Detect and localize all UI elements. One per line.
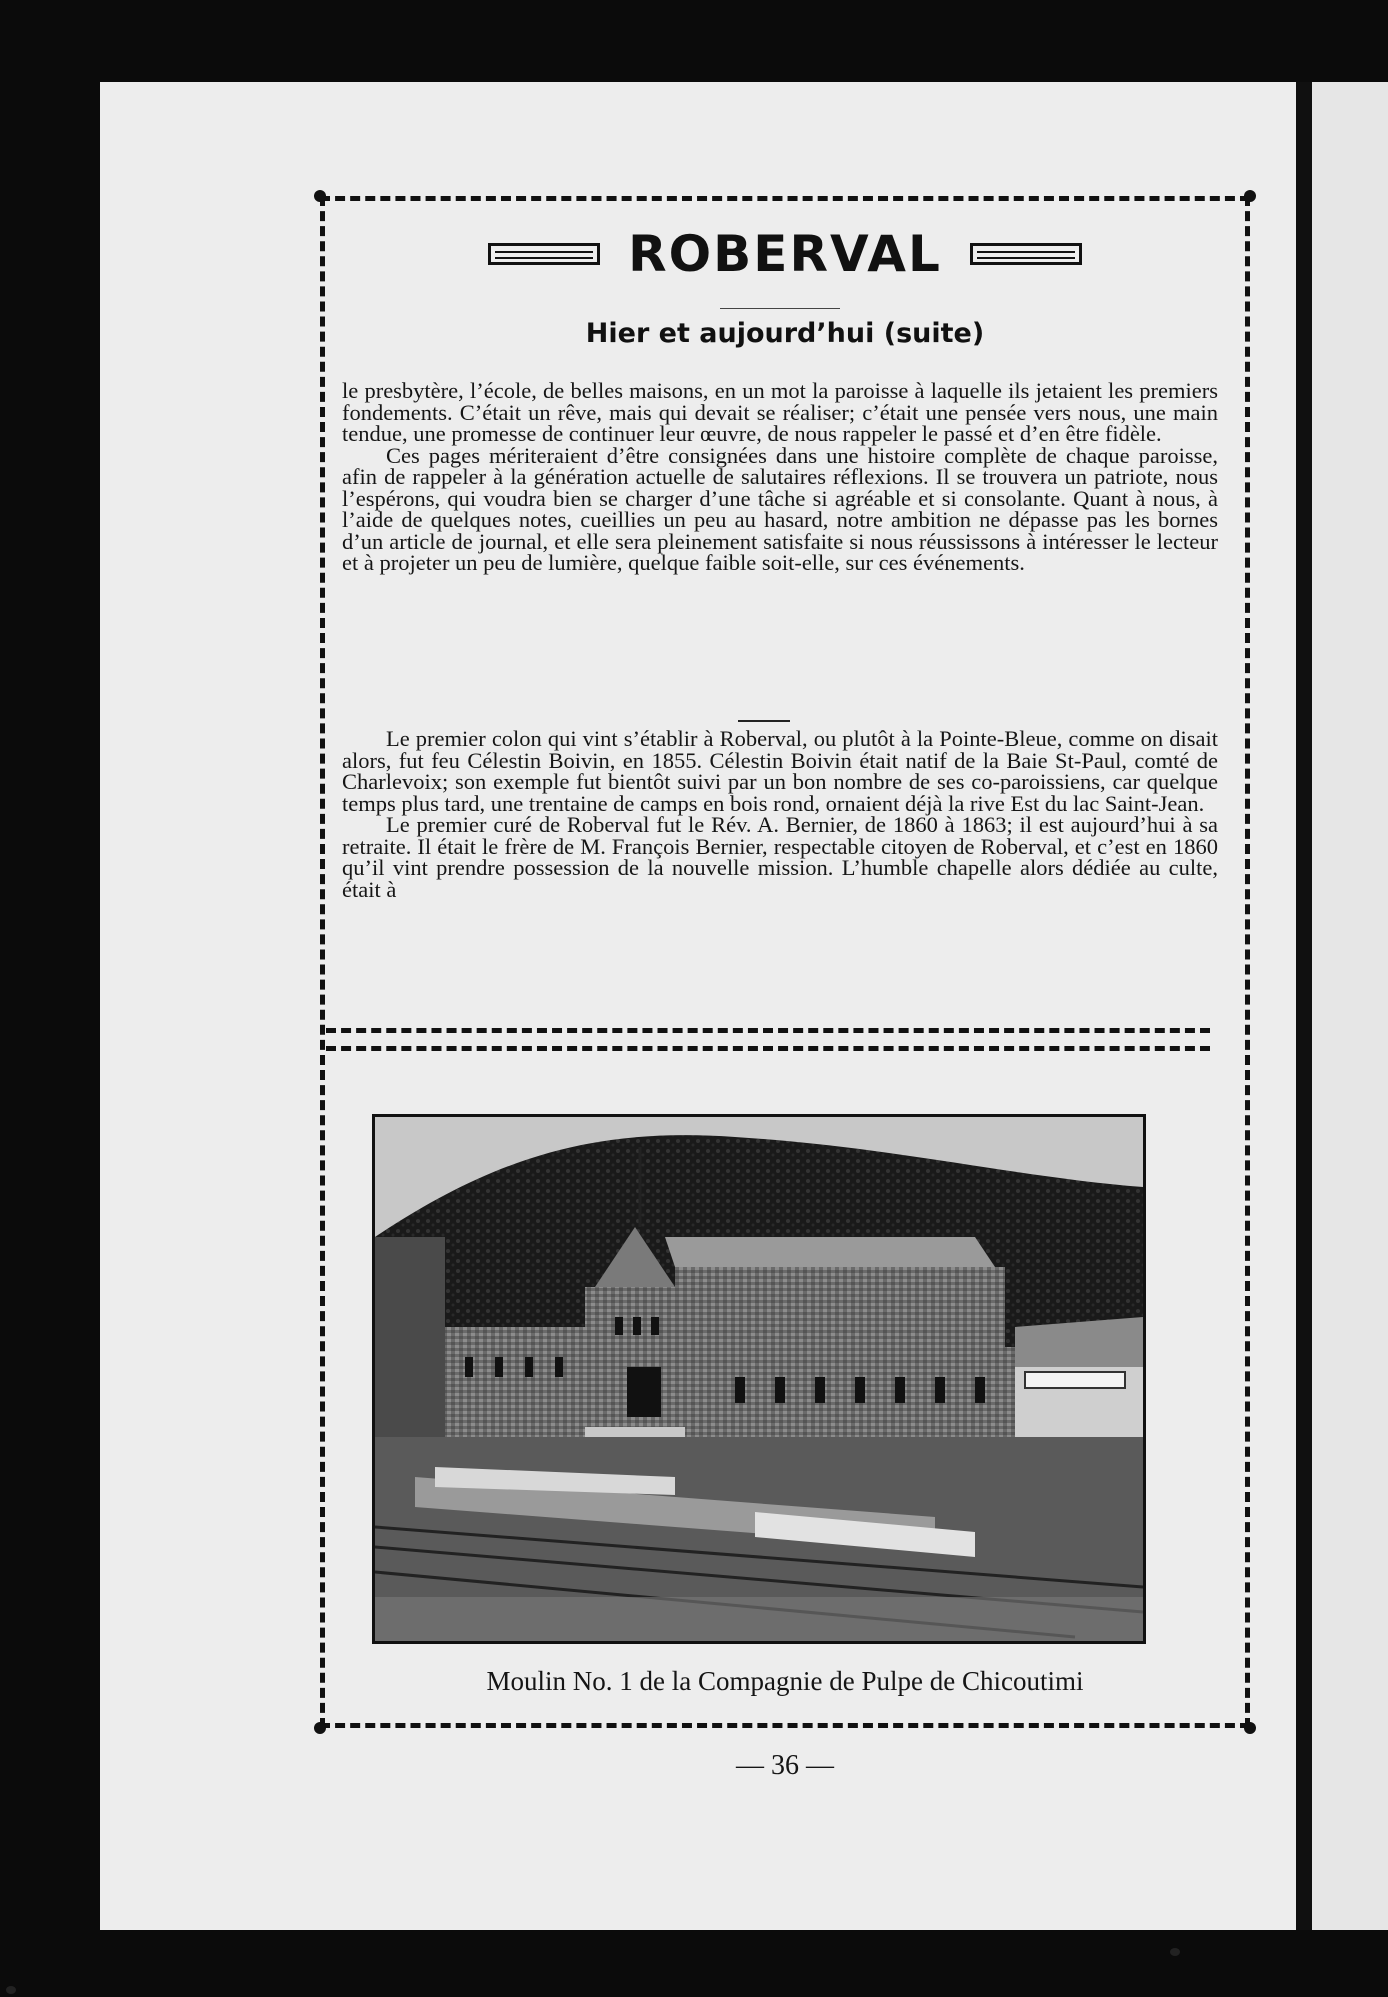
page-subtitle: Hier et aujourd’hui (suite) <box>585 318 985 349</box>
frame-corner <box>1244 190 1256 202</box>
title-ornament-right <box>970 243 1082 265</box>
page-number: — 36 — <box>736 1750 834 1781</box>
frame-corner <box>1244 1722 1256 1734</box>
scan-speck <box>1170 1948 1180 1956</box>
title-row <box>320 225 1250 283</box>
section-separator <box>326 1046 1210 1051</box>
frame-corner <box>314 190 326 202</box>
paragraph: Le premier curé de Roberval fut le Rév. A. Bernier, de 1860 à 1863; il est aujourd’hui à sa retraite. Il était le frère de M. François Bernier, respectable citoyen de Roberval, et c’est en 1860 qu’il vint prendre possession de la nouvelle mission. L’humble chapelle alors dédiée au culte, était à <box>342 812 1218 902</box>
section-rule <box>738 720 790 722</box>
paragraph: le presbytère, l’école, de belles maisons, en un mot la paroisse à laquelle ils jetaient les premiers fondements. C’était un rêve, mais qui devait se réaliser; c’était une pensée vers nous, une main tendue, une promesse de continuer leur œuvre, de nous rappeler le passé et d’en être fidèle. <box>342 378 1218 446</box>
title-ornament-left <box>488 243 600 265</box>
article-text-bottom <box>342 728 1218 900</box>
photo-image <box>375 1117 1143 1641</box>
frame-corner <box>314 1722 326 1734</box>
section-separator <box>326 1028 1210 1033</box>
article-text-top <box>342 380 1218 574</box>
facing-page-edge <box>1312 82 1388 1930</box>
photo-caption: Moulin No. 1 de la Compagnie de Pulpe de Chicoutimi <box>486 1666 1084 1696</box>
paragraph: Ces pages mériteraient d’être consignées dans une histoire complète de chaque paroisse, afin de rappeler à la génération actuelle de salutaires réflexions. Il se trouvera un patriote, nous l’espérons, qui voudra bien se charger d’une tâche si agréable et si consolante. Quant à nous, à l’aide de quelques notes, cueillies un peu au hasard, notre ambition ne dépasse pas les bornes d’un article de journal, et elle sera pleinement satisfaite si nous réussissons à intéresser le lecteur et à projeter un peu de lumière, quelque faible soit-elle, sur ces événements. <box>342 442 1218 575</box>
page-title: ROBERVAL <box>628 225 942 283</box>
paragraph: Le premier colon qui vint s’établir à Roberval, ou plutôt à la Pointe-Bleue, comme on disait alors, fut feu Célestin Boivin, en 1855. Célestin Boivin était natif de la Baie St-Paul, comté de Charlevoix; son exemple fut bientôt suivi par un bon nombre de ses co-paroissiens, car quelque temps plus tard, une trentaine de camps en bois rond, ornaient déjà la rive Est du lac Saint-Jean. <box>342 726 1218 816</box>
mill-photograph <box>372 1114 1146 1644</box>
scan-speck <box>6 1986 16 1994</box>
title-rule <box>720 308 840 309</box>
